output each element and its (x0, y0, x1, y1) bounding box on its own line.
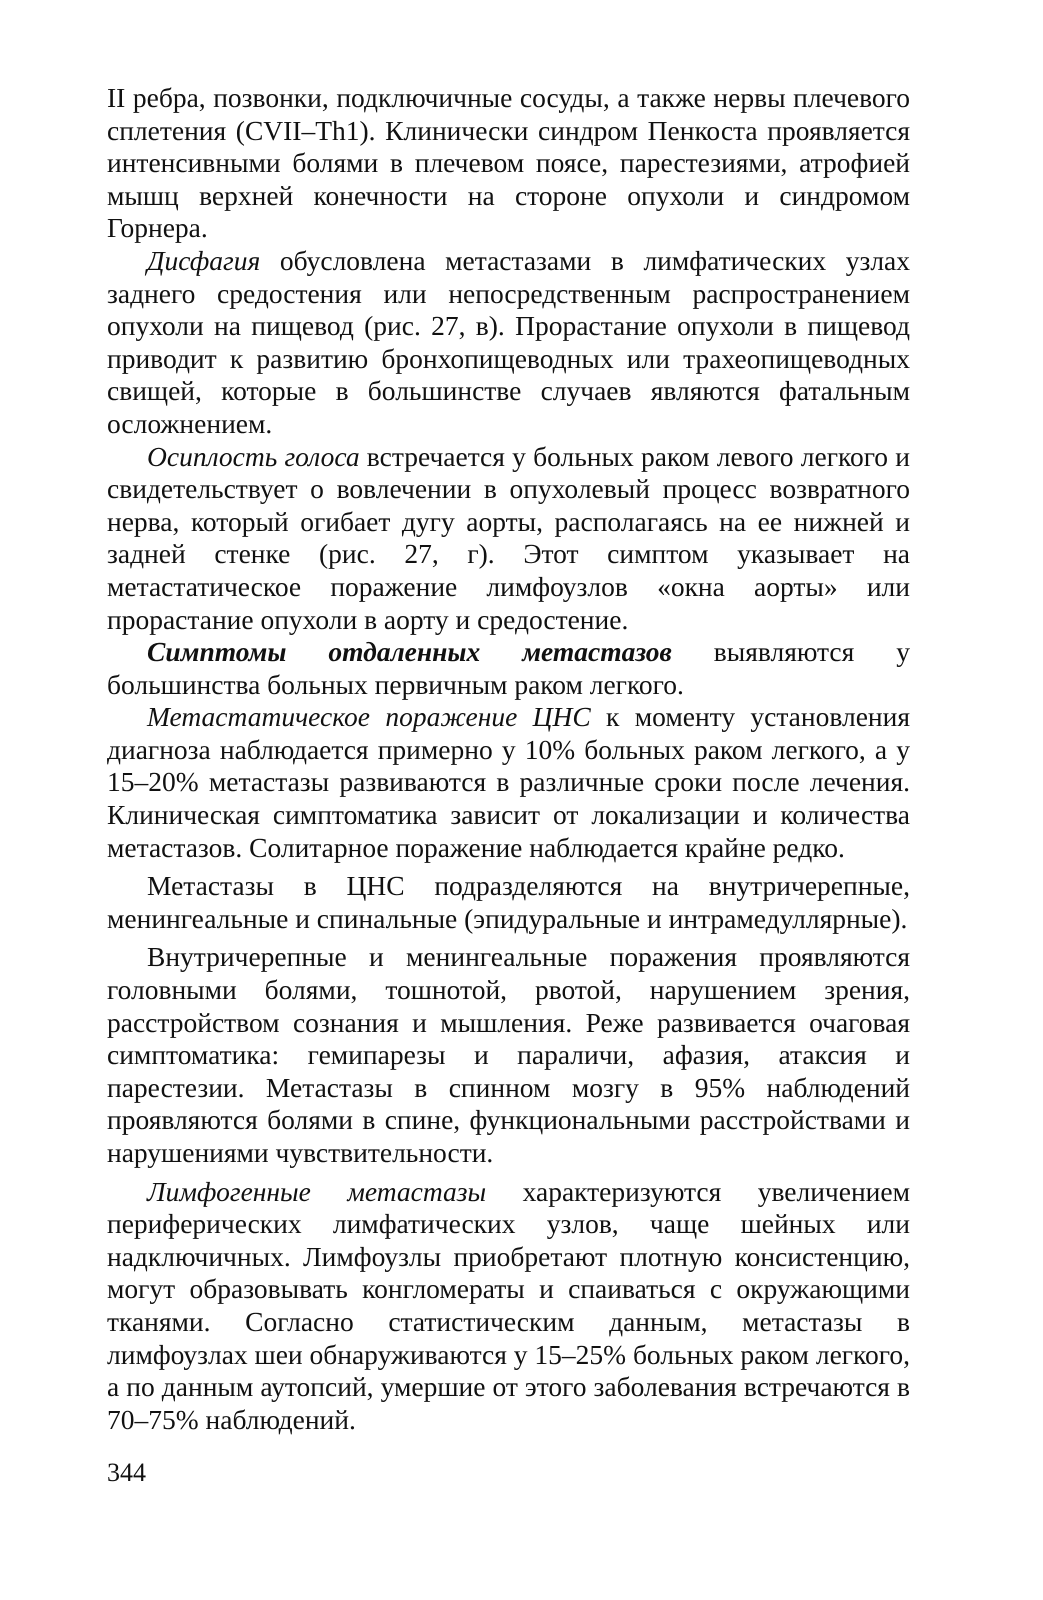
page-number: 344 (107, 1458, 146, 1487)
page-body (107, 82, 910, 1436)
term-hoarseness: Осиплость голоса (147, 440, 360, 472)
paragraph-text: характеризуются увеличением периферических лимфатических узлов, чаще шейных или надключичных. Лимфоузлы приобретают плотную консистенцию, могут образовывать конгломераты и спаиваться с окружающими тканями. Согласно статистическим данным, метастазы в лимфоузлах шеи обнаруживаются у 15–25% больных раком легкого, а по данным аутопсий, умершие от этого заболевания встречаются в 70–75% наблюдений. (107, 1175, 910, 1435)
paragraph-text: Метастазы в ЦНС подразделяются на внутричерепные, менингеальные и спинальные (эпидуральные и интрамедуллярные). (107, 870, 910, 934)
paragraph-hoarseness (107, 441, 910, 637)
paragraph-text: Внутричерепные и менингеальные поражения проявляются головными болями, тошнотой, рвотой, нарушением зрения, расстройством сознания и мышления. Реже развивается очаговая симптоматика: гемипарезы и параличи, афазия, атаксия и парестезии. Метастазы в спинном мозгу в 95% наблюдений проявляются болями в спине, функциональными расстройствами и нарушениями чувствительности. (107, 941, 910, 1168)
paragraph-dysphagia (107, 245, 910, 441)
paragraph-lymphogenic (107, 1176, 910, 1437)
term-cns-lesion: Метастатическое поражение ЦНС (147, 701, 591, 733)
paragraph-text: II ребра, позвонки, подключичные сосуды, а также нервы плечевого сплетения (CVII–Th1). Клинически синдром Пенкоста проявляется интенсивными болями в плечевом поясе, парестезиями, атрофией мышц верхней конечности на стороне опухоли и синдромом Горнера. (107, 82, 910, 244)
paragraph-text: к моменту установления диагноза наблюдается примерно у 10% больных раком легкого, а у 15–20% метастазы развиваются в различные сроки после лечения. Клиническая симптоматика зависит от локализации и количества метастазов. Солитарное поражение наблюдается крайне редко. (107, 701, 910, 863)
paragraph-cns-classification (107, 870, 910, 935)
paragraph-pancoast (107, 82, 910, 245)
paragraph-intracranial (107, 941, 910, 1169)
paragraph-text: встречается у больных раком левого легкого и свидетельствует о вовлечении в опухолевый процесс возвратного нерва, который огибает дугу аорты, располагаясь на ее нижней и задней стенке (рис. 27, г). Этот симптом указывает на метастатическое поражение лимфоузлов «окна аорты» или прорастание опухоли в аорту и средостение. (107, 440, 910, 635)
paragraph-distant-metastases (107, 636, 910, 701)
paragraph-text: обусловлена метастазами в лимфатических узлах заднего средостения или непосредственным распространением опухоли на пищевод (рис. 27, в). Прорастание опухоли в пищевод приводит к развитию бронхопищеводных или трахеопищеводных свищей, которые в большинстве случаев являются фатальным осложнением. (107, 244, 910, 439)
paragraph-text: выявляются у большинства больных первичным раком легкого. (107, 636, 910, 700)
term-lymphogenic: Лимфогенные метастазы (147, 1175, 487, 1207)
term-distant-metastases: Симптомы отдаленных метастазов (147, 636, 672, 668)
paragraph-cns-lesion (107, 701, 910, 864)
term-dysphagia: Дисфагия (147, 244, 261, 276)
